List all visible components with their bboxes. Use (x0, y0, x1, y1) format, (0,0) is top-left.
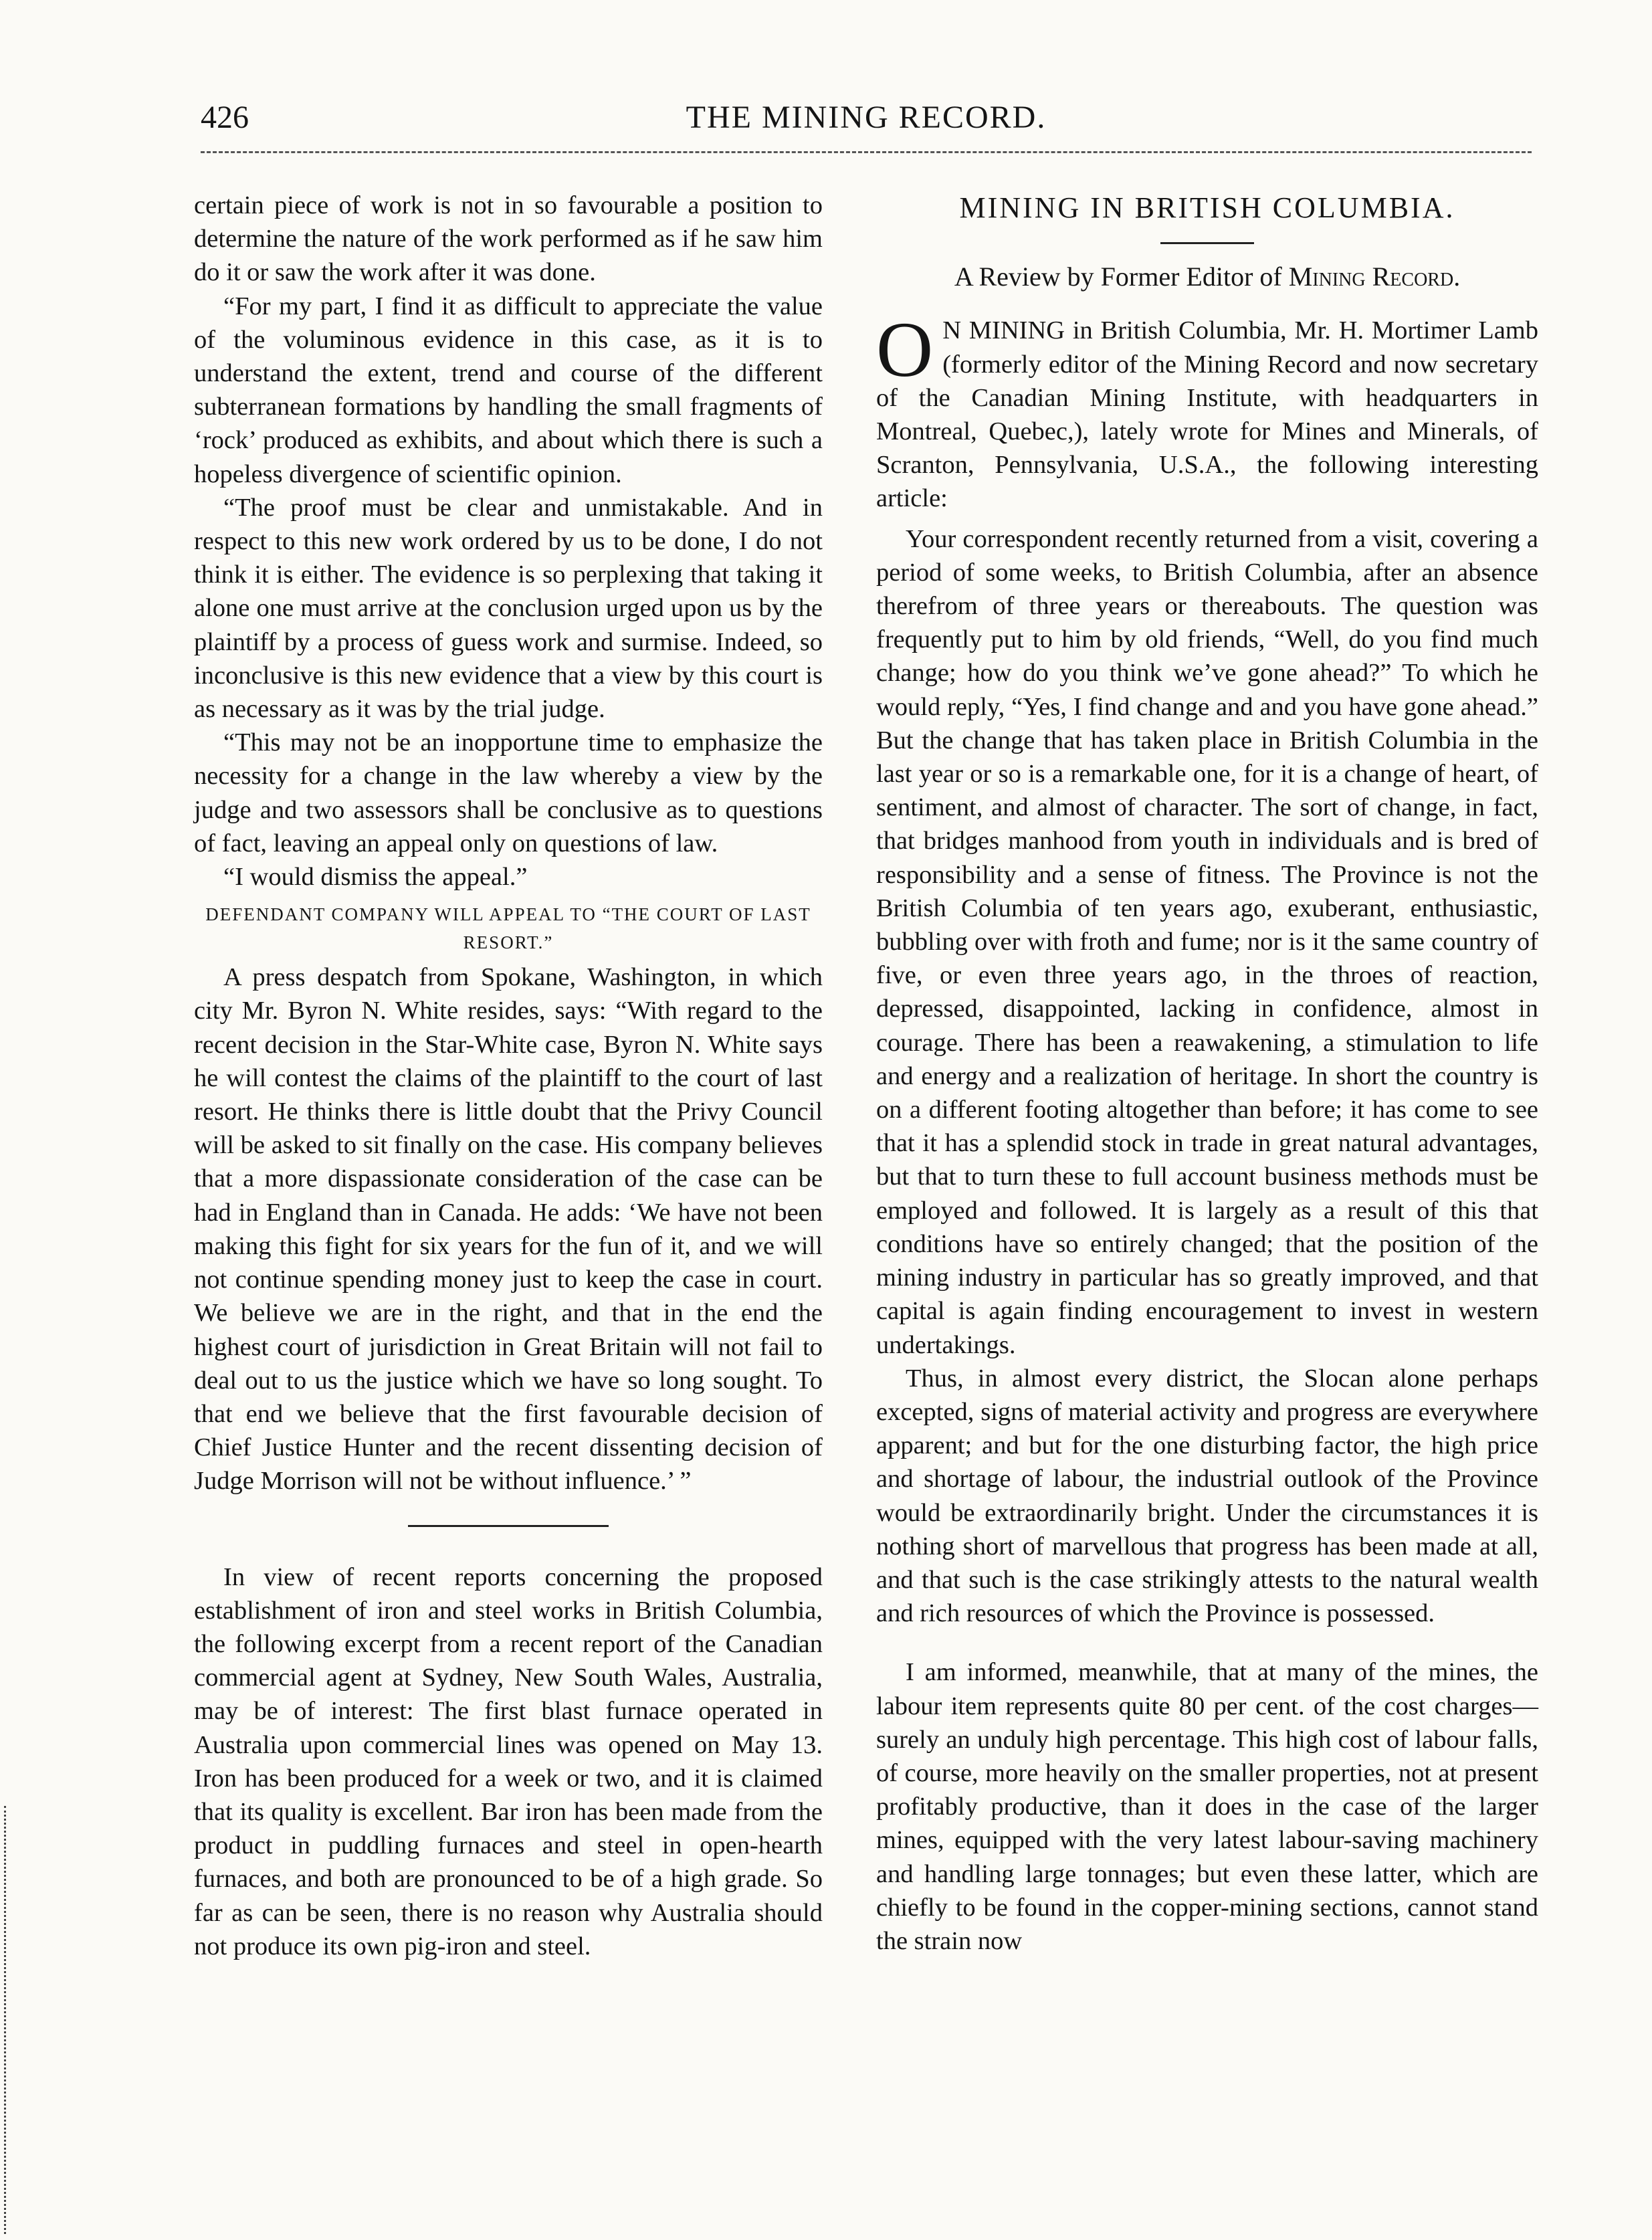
left-column (194, 189, 823, 1963)
iron-steel-paragraph: In view of recent reports concerning the proposed establishment of iron and steel works in British Columbia, the following excerpt from a recent report of the Canadian commercial agent at Sydney, New South Wales, Australia, may be of interest: The first blast furnace operated in Australia upon commercial lines was opened on May 13. Iron has been produced for a week or two, and it is claimed that its quality is excellent. Bar iron has been made from the product in puddling furnaces and steel in open-hearth furnaces, and both are pronounced to be of a high grade. So far as can be seen, there is no reason why Australia should not produce its own pig-iron and steel. (194, 1562, 823, 1960)
page-number: 426 (201, 100, 249, 135)
article-paragraph-2: Thus, in almost every district, the Slocan alone perhaps excepted, signs of material activity and progress are everywhere apparent; and but for the one disturbing factor, the high price and shortage of labour, the industrial outlook of the Province would be extraordinarily bright. Under the circumstances it is nothing short of marvellous that progress has been made at all, and that such is the case strikingly attests to the natural wealth and rich resources of which the Province is possessed. (876, 1364, 1538, 1628)
section-divider (408, 1525, 609, 1527)
appeal-subheading: DEFENDANT COMPANY WILL APPEAL TO “THE COURT OF LAST RESORT.” (205, 904, 811, 953)
intro-first-word: N MINING (942, 316, 1065, 345)
article-paragraph-3: I am informed, meanwhile, that at many of the mines, the labour item represents quite 80 per cent. of the cost charges—surely an unduly high percentage. This high cost of labour falls, of course, more heavily on the smaller properties, not at present profitably productive, than it does in the case of the larger mines, equipped with the very latest labour-saving machinery and handling large tonnages; but even these latter, which are chiefly to be found in the copper-mining sections, cannot stand the strain now (876, 1658, 1538, 1955)
article-paragraph-1: Your correspondent recently returned from a visit, covering a period of some weeks, to British Columbia, after an absence therefrom of three years or thereabouts. The question was frequently put to him by old friends, “Well, do you find much change; how do you think we’ve gone ahead?” To which he would reply, “Yes, I find change and and you have gone ahead.” But the change that has taken place in British Columbia in the last year or so is a remarkable one, for it is a change of heart, of sentiment, and almost of character. The sort of change, in fact, that bridges manhood from youth in individuals and is bred of responsibility and a sense of fitness. The Province is not the British Columbia of ten years ago, exuberant, enthusiastic, bubbling over with froth and fume; nor is it the same country of five, or even three years ago, in the throes of reaction, depressed, disappointed, lacking in confidence, almost in courage. There has been a reawakening, a stimulation to life and energy and a realization of heritage. In short the country is on a different footing altogether than before; it has come to see that it has a splendid stock in trade in great natural advantages, but that to turn these to full account business methods must be employed and followed. It is largely as a result of this that conditions have so entirely changed; that the position of the mining industry in particular has so greatly improved, and that capital is again finding encouragement to invest in western undertakings. (876, 524, 1538, 1359)
judgment-paragraph-1: certain piece of work is not in so favourable a position to determine the nature of the work performed as if he saw him do it or saw the work after it was done. (194, 191, 823, 287)
header-rule (201, 151, 1532, 153)
scan-edge-marks (4, 1806, 13, 2234)
article-byline (876, 260, 1538, 294)
article-title: MINING IN BRITISH COLUMBIA. (959, 191, 1455, 224)
drop-cap: O (876, 306, 934, 394)
byline-journal: Mining Record. (1288, 262, 1461, 292)
judgment-paragraph-5: “I would dismiss the appeal.” (223, 863, 528, 892)
running-head (201, 99, 1532, 139)
intro-text: in British Columbia, Mr. H. Mortimer Lamb (formerly editor of the Mining Record and now secretary of the Canadian Mining Institute, with headquarters in Montreal, Quebec,), lately wrote for Mines and Minerals, of Scranton, Pennsylvania, U.S.A., the following interesting article: (876, 316, 1538, 513)
judgment-paragraph-4: “This may not be an inopportune time to emphasize the necessity for a change in the law whereby a view by the judge and two assessors shall be conclusive as to questions of fact, leaving an appeal only on questions of law. (194, 728, 823, 857)
intro-paragraph (876, 306, 1538, 515)
press-despatch-paragraph: A press despatch from Spokane, Washington, in which city Mr. Byron N. White resides, says: “With regard to the recent decision in the Star-White case, Byron N. White says he will contest the claims of the plaintiff to the court of last resort. He thinks there is little doubt that the Privy Council will be asked to sit finally on the case. His company believes that a more dispassionate consideration of the case can be had in England than in Canada. He adds: ‘We have not been making this fight for six years for the fun of it, and we will not continue spending money just to keep the case in court. We believe we are in the right, and that in the end the highest court of jurisdiction in Great Britain will not fail to deal out to us the justice which we have so long sought. To that end we believe that the first favourable decision of Chief Justice Hunter and the recent dissenting decision of Judge Morrison will not be without influence.’ ” (194, 963, 823, 1496)
journal-title: THE MINING RECORD. (686, 100, 1047, 135)
judgment-paragraph-2: “For my part, I find it as difficult to appreciate the value of the voluminous evidence in this case, as it is to understand the extent, trend and course of the different subterranean formations by handling the small fragments of ‘rock’ produced as exhibits, and about which there is such a hopeless divergence of scientific opinion. (194, 292, 823, 488)
title-rule (1160, 242, 1254, 244)
right-column (876, 189, 1538, 1958)
judgment-paragraph-3: “The proof must be clear and unmistakable. And in respect to this new work ordered by us to be done, I do not think it is either. The evidence is so perplexing that taking it alone one must arrive at the conclusion urged upon us by the plaintiff by a process of guess work and surmise. Indeed, so inconclusive is this new evidence that a view by this court is as necessary as it was by the trial judge. (194, 493, 823, 724)
byline-prefix: A Review by Former Editor of (954, 262, 1282, 292)
